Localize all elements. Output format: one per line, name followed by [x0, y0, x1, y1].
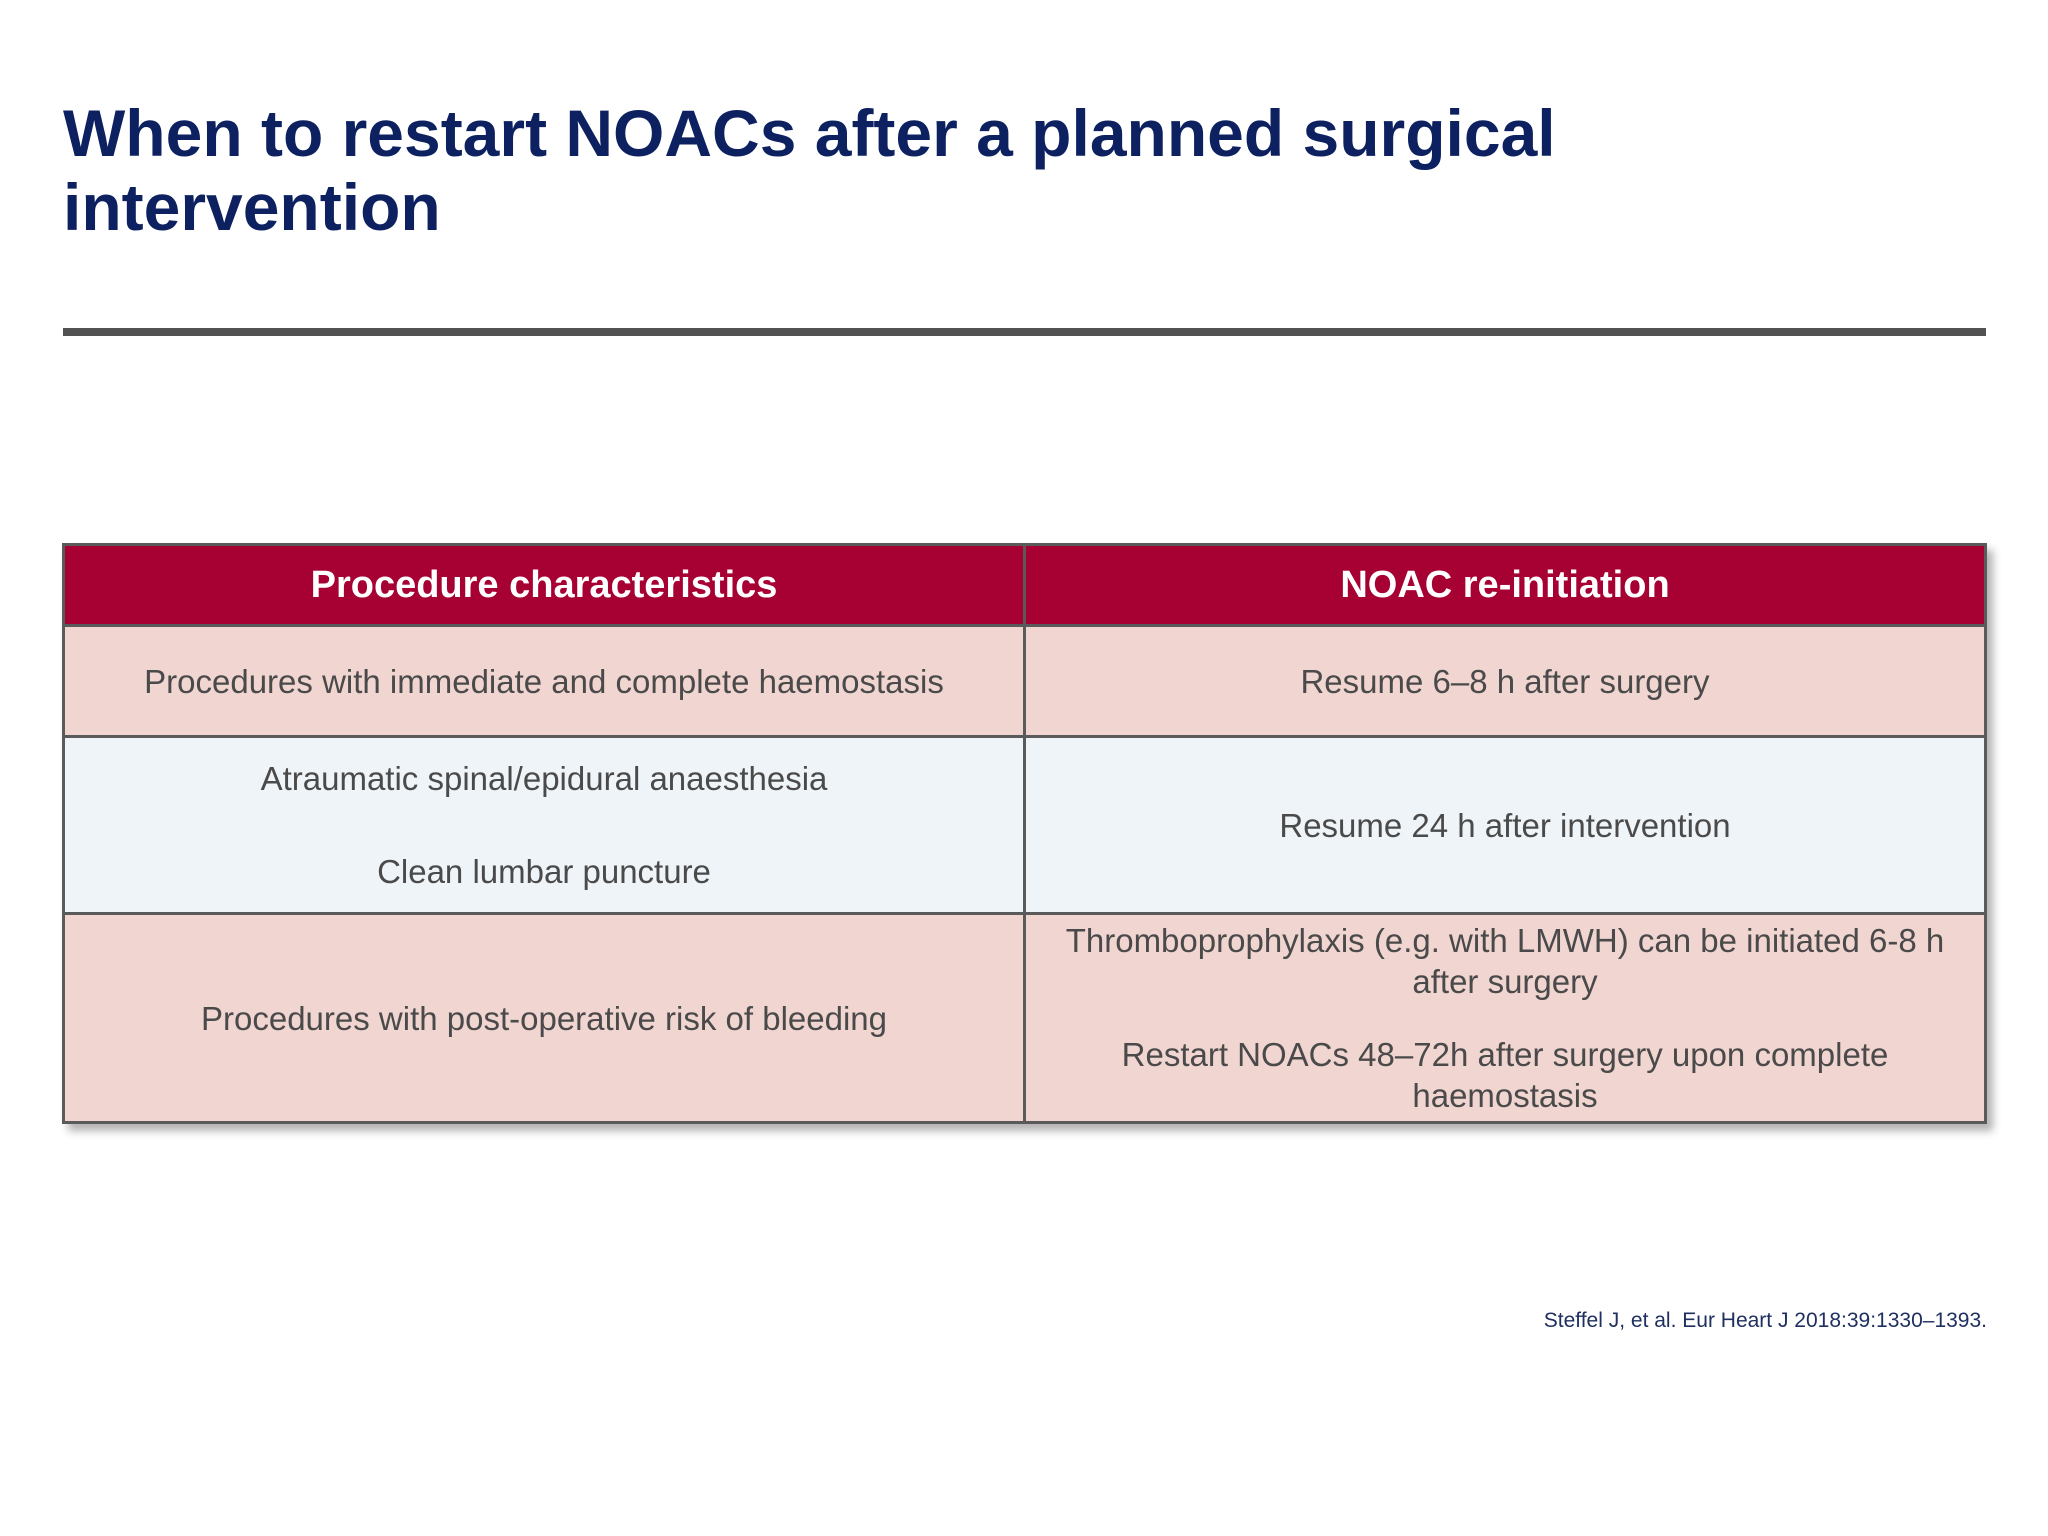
procedure-cell	[64, 914, 1025, 1123]
reinitiation-cell	[1025, 737, 1986, 914]
procedure-text: Clean lumbar puncture	[377, 853, 711, 890]
reinitiation-text: Restart NOACs 48–72h after surgery upon complete haemostasis	[1121, 1036, 1889, 1114]
table-header-row	[64, 545, 1986, 626]
reinitiation-text: Resume 6–8 h after surgery	[1300, 662, 1710, 700]
reinitiation-cell	[1025, 914, 1986, 1123]
table-row	[64, 737, 1986, 914]
procedure-cell	[64, 626, 1025, 737]
procedure-text: Procedures with post-operative risk of bleeding	[200, 999, 888, 1037]
procedure-table	[62, 543, 1987, 1124]
reinitiation-text: Thromboprophylaxis (e.g. with LMWH) can be initiated 6-8 h after surgery	[1065, 922, 1945, 1000]
procedure-text: Procedures with immediate and complete haemostasis	[144, 662, 944, 700]
table-row	[64, 626, 1986, 737]
slide-title: When to restart NOACs after a planned surgical intervention	[63, 96, 1556, 244]
title-divider	[63, 328, 1986, 336]
table-row	[64, 914, 1986, 1123]
procedure-table-container	[62, 543, 1987, 1124]
reinitiation-text: Resume 24 h after intervention	[1279, 806, 1731, 844]
procedure-cell	[64, 737, 1025, 914]
citation: Steffel J, et al. Eur Heart J 2018:39:1330–1393.	[1543, 1309, 1987, 1332]
header-noac-reinitiation: NOAC re-initiation	[1025, 545, 1986, 626]
procedure-text: Atraumatic spinal/epidural anaesthesia	[260, 760, 828, 797]
reinitiation-cell	[1025, 626, 1986, 737]
header-procedure-characteristics: Procedure characteristics	[64, 545, 1025, 626]
